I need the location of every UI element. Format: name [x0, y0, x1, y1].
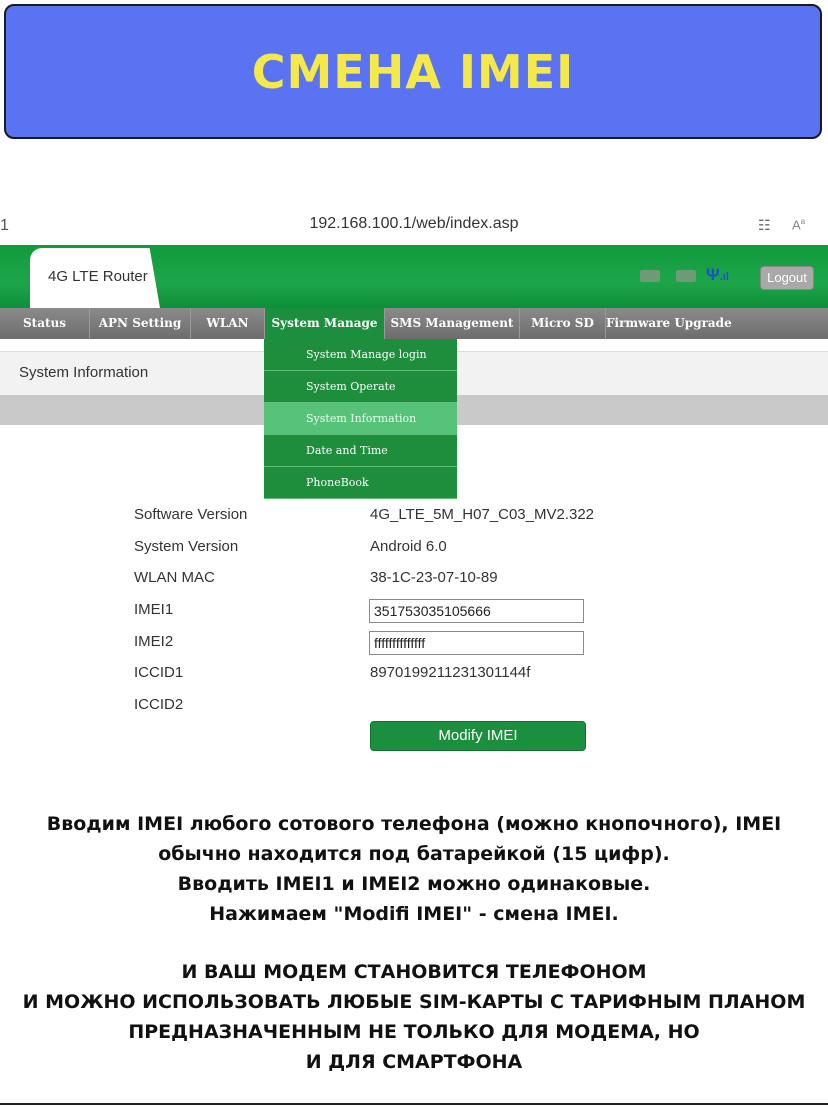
modify-imei-button[interactable]: Modify IMEI: [370, 721, 586, 751]
caption-line-1: Вводим IMEI любого сотового телефона (можно кнопочного), IMEI: [46, 813, 782, 835]
dropdown-item-system-manage-login[interactable]: System Manage login: [264, 339, 457, 371]
sms-indicator-icon: [676, 270, 696, 282]
caption-line-5: И ВАШ МОДЕМ СТАНОВИТСЯ ТЕЛЕФОНОМ: [181, 961, 647, 983]
url-text[interactable]: 192.168.100.1/web/index.asp: [309, 215, 519, 232]
software-version-label: Software Version: [134, 506, 248, 523]
caption-line-8: И ДЛЯ СМАРТФОНА: [305, 1051, 523, 1073]
system-manage-dropdown: [264, 339, 457, 499]
dropdown-item-date-and-time[interactable]: Date and Time: [264, 435, 457, 467]
tab-edge-label: 1: [0, 217, 9, 234]
banner-title: СМЕНА IMEI: [251, 44, 575, 99]
menu-system-manage[interactable]: System Manage: [265, 308, 385, 339]
network-icon[interactable]: ☷: [758, 217, 771, 233]
bottom-divider: [0, 1103, 828, 1105]
logout-button[interactable]: Logout: [760, 266, 814, 290]
brand-name: 4G LTE Router: [48, 268, 148, 285]
menu-firmware-upgrade[interactable]: Firmware Upgrade: [606, 316, 732, 330]
title-banner: [4, 4, 822, 139]
menu-status[interactable]: Status: [0, 308, 90, 339]
menu-apn-setting[interactable]: APN Setting: [90, 308, 191, 339]
iccid2-label: ICCID2: [134, 696, 184, 713]
status-indicator-icon: [640, 270, 660, 282]
iccid1-label: ICCID1: [134, 664, 184, 681]
imei1-label: IMEI1: [134, 601, 174, 618]
wlan-mac-value: 38-1C-23-07-10-89: [370, 569, 498, 586]
translate-icon[interactable]: $A^a$: [792, 217, 806, 233]
signal-icon: Ψ.ıl: [706, 265, 729, 284]
system-version-value: Android 6.0: [370, 538, 447, 555]
main-menu: [0, 308, 828, 339]
software-version-value: 4G_LTE_5M_H07_C03_MV2.322: [370, 506, 595, 523]
caption-line-7: ПРЕДНАЗНАЧЕННЫМ НЕ ТОЛЬКО ДЛЯ МОДЕМА, НО: [128, 1021, 700, 1043]
caption-line-4: Нажимаем "Modifi IMEI" - смена IMEI.: [209, 903, 619, 925]
caption-line-3: Вводить IMEI1 и IMEI2 можно одинаковые.: [177, 873, 651, 895]
imei2-label: IMEI2: [134, 633, 174, 650]
caption-line-2: обычно находится под батарейкой (15 цифр).: [158, 843, 670, 865]
menu-micro-sd[interactable]: Micro SD: [520, 308, 606, 339]
browser-url-bar: [0, 205, 828, 245]
menu-wlan[interactable]: WLAN: [191, 308, 265, 339]
imei2-input[interactable]: [369, 631, 584, 655]
dropdown-item-system-operate[interactable]: System Operate: [264, 371, 457, 403]
imei1-input[interactable]: [369, 599, 584, 623]
menu-sms-management[interactable]: SMS Management: [385, 308, 520, 339]
dropdown-item-system-information[interactable]: System Information: [264, 403, 457, 435]
caption-line-6: И МОЖНО ИСПОЛЬЗОВАТЬ ЛЮБЫЕ SIM-КАРТЫ С ТАРИФНЫМ ПЛАНОМ: [22, 991, 806, 1013]
section-title: System Information: [19, 364, 149, 381]
system-version-label: System Version: [134, 538, 239, 555]
wlan-mac-label: WLAN MAC: [134, 569, 215, 586]
iccid1-value: 8970199211231301144f: [370, 664, 531, 681]
dropdown-item-phonebook[interactable]: PhoneBook: [264, 467, 457, 499]
